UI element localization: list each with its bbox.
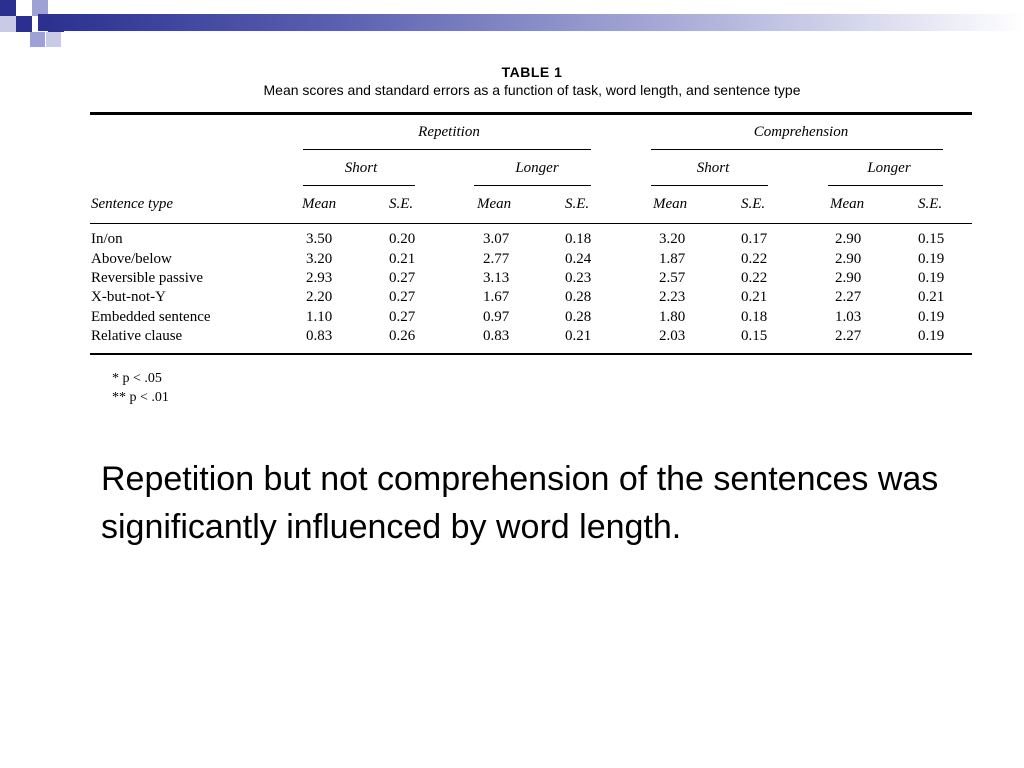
header-gradient-bar [38, 14, 1024, 31]
table-cell: 1.10 [306, 309, 333, 325]
table-cell: 2.20 [306, 289, 333, 305]
column-header: S.E. [741, 196, 766, 212]
table-cell: 0.20 [389, 231, 416, 247]
column-header: S.E. [918, 196, 943, 212]
table-cell: 0.18 [741, 309, 768, 325]
table-cell: 0.26 [389, 328, 416, 344]
row-label: Above/below [91, 251, 172, 267]
table-cell: 0.18 [565, 231, 592, 247]
column-header: S.E. [565, 196, 590, 212]
table-cell: 1.80 [659, 309, 686, 325]
column-header: Mean [477, 196, 512, 212]
table-top-rule [90, 112, 972, 115]
column-header: Mean [653, 196, 688, 212]
table-cell: 0.28 [565, 309, 592, 325]
table-bottom-rule [90, 353, 972, 355]
decor-square [16, 0, 32, 16]
group-rule-repetition [303, 149, 591, 150]
table-cell: 3.13 [483, 270, 510, 286]
table-cell: 3.20 [306, 251, 333, 267]
subgroup-header: Longer [515, 160, 559, 176]
table-cell: 0.15 [918, 231, 945, 247]
table-caption: Mean scores and standard errors as a function of task, word length, and sentence type [263, 82, 801, 98]
table-footnote: * p < .05 [112, 371, 162, 386]
row-header-label: Sentence type [91, 196, 174, 212]
table-cell: 3.20 [659, 231, 686, 247]
subgroup-rule [651, 185, 768, 186]
table-cell: 2.90 [835, 270, 862, 286]
decor-square [46, 32, 61, 47]
row-label: X-but-not-Y [91, 289, 166, 305]
decor-square [0, 0, 16, 16]
table-cell: 0.22 [741, 270, 768, 286]
table-cell: 1.87 [659, 251, 686, 267]
table-cell: 3.07 [483, 231, 510, 247]
table-cell: 0.21 [741, 289, 768, 305]
table-cell: 0.23 [565, 270, 592, 286]
table-cell: 2.90 [835, 251, 862, 267]
table-cell: 0.21 [565, 328, 592, 344]
column-header: Mean [302, 196, 337, 212]
subgroup-rule [474, 185, 591, 186]
group-rule-comprehension [651, 149, 943, 150]
table-footnote: ** p < .01 [112, 390, 169, 405]
table-cell: 2.57 [659, 270, 686, 286]
table-cell: 0.19 [918, 328, 945, 344]
table-title: TABLE 1 [501, 64, 563, 80]
group-header-repetition: Repetition [418, 124, 480, 140]
table-cell: 1.03 [835, 309, 862, 325]
table-cell: 1.67 [483, 289, 510, 305]
row-label: Reversible passive [91, 270, 204, 286]
subgroup-header: Short [696, 160, 730, 176]
table-cell: 0.19 [918, 251, 945, 267]
table-cell: 0.27 [389, 289, 416, 305]
row-label: Relative clause [91, 328, 183, 344]
table-cell: 0.27 [389, 309, 416, 325]
group-header-comprehension: Comprehension [753, 124, 849, 140]
table-cell: 3.50 [306, 231, 333, 247]
column-header: Mean [830, 196, 865, 212]
subgroup-header: Short [344, 160, 378, 176]
decor-square [16, 16, 32, 32]
column-header: S.E. [389, 196, 414, 212]
subgroup-rule [303, 185, 415, 186]
decor-square [0, 16, 16, 32]
decor-square [30, 32, 45, 47]
table-cell: 0.83 [483, 328, 510, 344]
table-cell: 2.77 [483, 251, 510, 267]
table-cell: 0.22 [741, 251, 768, 267]
table-cell: 2.93 [306, 270, 333, 286]
table-cell: 0.27 [389, 270, 416, 286]
table-cell: 0.17 [741, 231, 768, 247]
subgroup-rule [828, 185, 943, 186]
row-label: In/on [91, 231, 123, 247]
table-cell: 0.15 [741, 328, 768, 344]
table-cell: 0.19 [918, 270, 945, 286]
subgroup-header: Longer [867, 160, 911, 176]
table-cell: 0.21 [918, 289, 945, 305]
table-cell: 0.97 [483, 309, 510, 325]
table-cell: 2.23 [659, 289, 686, 305]
table-header-rule [90, 223, 972, 224]
table-cell: 0.28 [565, 289, 592, 305]
table-cell: 0.21 [389, 251, 416, 267]
table-cell: 0.19 [918, 309, 945, 325]
slide-body-text: Repetition but not comprehension of the sentences was significantly influenced by word length. [101, 460, 939, 546]
row-label: Embedded sentence [91, 309, 211, 325]
table-cell: 2.27 [835, 328, 862, 344]
table-cell: 0.83 [306, 328, 333, 344]
table-cell: 2.03 [659, 328, 686, 344]
table-cell: 2.27 [835, 289, 862, 305]
table-cell: 0.24 [565, 251, 592, 267]
table-cell: 2.90 [835, 231, 862, 247]
